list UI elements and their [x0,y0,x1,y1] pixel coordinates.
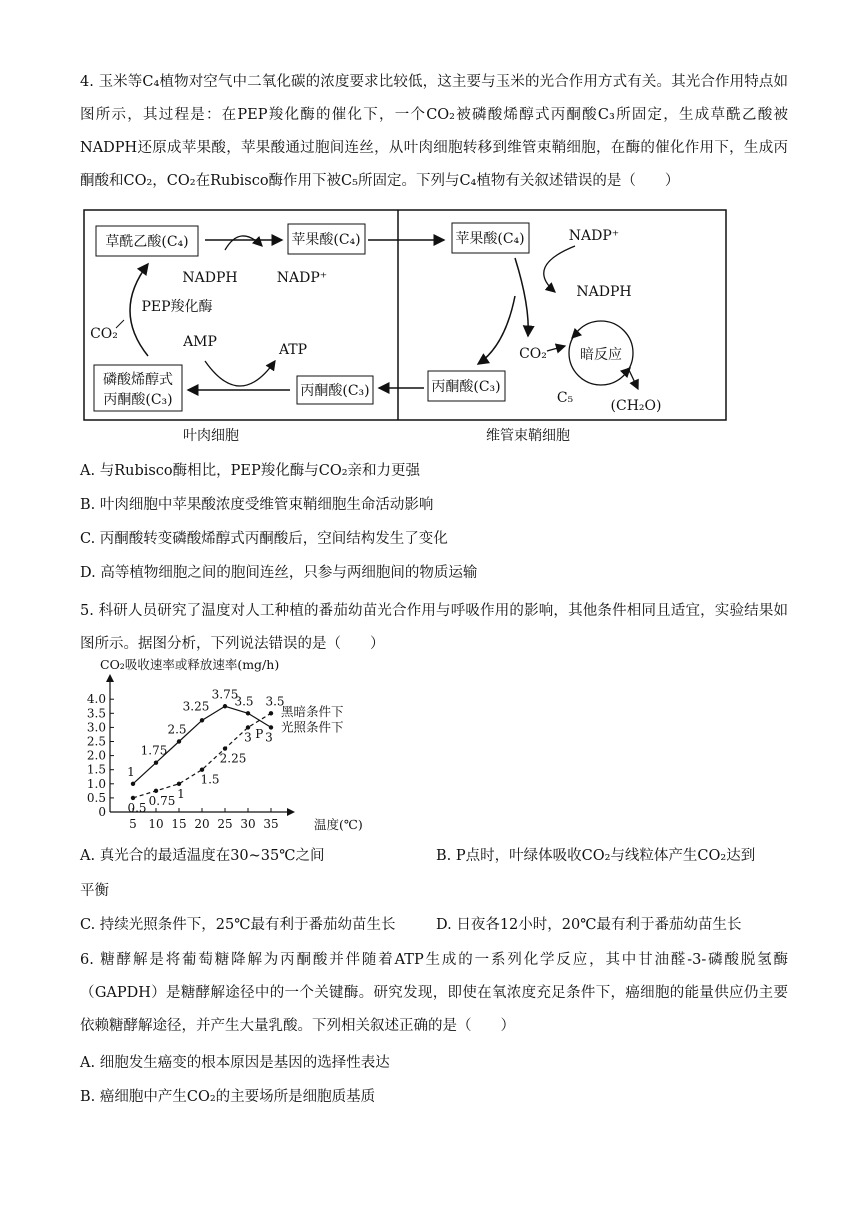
temperature-co2-chart [75,656,375,836]
chart-data-label: 2.25 [219,751,247,766]
atp-label: ATP [278,342,308,358]
chart-y-tick-label: 1.5 [86,762,106,777]
chart-x-tick-label: 20 [194,817,210,831]
chart-x-tick-label: 35 [263,817,279,831]
mesophyll-caption: 叶肉细胞 [183,428,239,444]
chart-data-label: 3.25 [182,699,210,714]
chart-x-axis-label: 温度(℃) [314,817,363,832]
chart-data-label: 3 [244,730,252,745]
nadph-left-label: NADPH [182,270,238,286]
chart-data-label: 3.5 [265,694,285,709]
chart-y-arrow [106,674,114,682]
chart-y-tick-label: 2.5 [86,734,106,749]
question-4-option-a[interactable]: A. 与Rubisco酶相比，PEP羧化酶与CO₂亲和力更强 [80,463,421,479]
question-5-option-a[interactable]: A. 真光合的最适温度在30~35℃之间 [80,848,325,864]
chart-data-label: 1.75 [140,743,168,758]
pyruvate-right-label: 丙酮酸(C₃) [431,379,501,395]
question-6-stem: 6. 糖酵解是将葡萄糖降解为丙酮酸并伴随着ATP生成的一系列化学反应，其中甘油醛-3-磷酸脱氢酶（GAPDH）是糖酵解途径中的一个关键酶。研究发现，即使在氧浓度充足条件下，癌细胞的能量供应仍主要依赖糖酵解途径，并产生大量乳酸。下列相关叙述正确的是（ ） [80,952,788,1034]
malate-right-label: 苹果酸(C₄) [455,231,525,247]
question-6-option-b[interactable]: B. 癌细胞中产生CO₂的主要场所是细胞质基质 [80,1089,376,1105]
chart-point [246,711,250,715]
dark-reaction-label: 暗反应 [580,347,622,363]
nadp-right-label: NADP⁺ [568,228,620,244]
legend-light: 光照条件下 [281,719,344,735]
question-5-option-d[interactable]: D. 日夜各12小时，20℃最有利于番茄幼苗生长 [436,917,742,933]
c5-label: C₅ [556,390,574,406]
question-4-stem: 4. 玉米等C₄植物对空气中二氧化碳的浓度要求比较低，这主要与玉米的光合作用方式有关。其光合作用特点如图所示，其过程是：在PEP羧化酶的催化下，一个CO₂被磷酸烯醇式丙酮酸C₃所固定，生成草酰乙酸被NADPH还原成苹果酸，苹果酸通过胞间连丝，从叶肉细胞转移到维管束鞘细胞，在酶的催化作用下，生成丙酮酸和CO₂，CO₂在Rubisco酶作用下被C₅所固定。下列与C₄植物有关叙述错误的是（ ） [80,74,788,189]
chart-data-label: 2.5 [167,722,187,737]
chart-data-label: 3 [265,730,273,745]
chart-legend [281,704,344,735]
pyruvate-left-label: 丙酮酸(C₃) [300,383,370,399]
chart-y-tick-label: 3.0 [86,720,106,735]
question-5-option-b-continued: 平衡 [80,883,109,899]
chart-point [246,725,250,729]
co2-right-label: CO₂ [519,346,547,362]
chart-y-axis-label: CO₂吸收速率或释放速率(mg/h) [100,657,280,672]
oxaloacetate-label: 草酰乙酸(C₄) [105,234,189,250]
chart-x-tick-label: 25 [217,817,233,831]
chart-point [177,739,181,743]
chart-point [223,746,227,750]
chart-x-arrow [287,808,295,816]
chart-data-label: 3.5 [234,694,254,709]
question-5-option-b[interactable]: B. P点时，叶绿体吸收CO₂与线粒体产生CO₂达到 [436,848,756,864]
chart-data-label: 1 [127,764,135,779]
question-4-option-b[interactable]: B. 叶肉细胞中苹果酸浓度受维管束鞘细胞生命活动影响 [80,497,434,513]
nadp-left-label: NADP⁺ [276,270,328,286]
question-5-stem: 5. 科研人员研究了温度对人工种植的番茄幼苗光合作用与呼吸作用的影响，其他条件相同且适宜，实验结果如图所示。据图分析，下列说法错误的是（ ） [80,603,788,652]
chart-point [131,796,135,800]
chart-point [154,789,158,793]
ch2o-label: (CH₂O) [610,398,662,414]
chart-y-tick-label: 0.5 [86,790,106,805]
question-4-option-d[interactable]: D. 高等植物细胞之间的胞间连丝，只参与两细胞间的物质运输 [80,565,478,581]
legend-dark: 黑暗条件下 [281,703,344,719]
question-6-option-a[interactable]: A. 细胞发生癌变的根本原因是基因的选择性表达 [80,1055,390,1071]
chart-point [131,782,135,786]
question-4-option-c[interactable]: C. 丙酮酸转变磷酸烯醇式丙酮酸后，空间结构发生了变化 [80,531,448,547]
chart-point [200,768,204,772]
chart-data-label: 3.75 [211,687,239,702]
chart-point [154,760,158,764]
chart-point [177,782,181,786]
pep-line1: 磷酸烯醇式 [103,372,173,388]
co2-left-label: CO₂ [90,326,118,342]
chart-point [269,725,273,729]
chart-x-tick-label: 15 [171,817,187,831]
malate-left-label: 苹果酸(C₄) [291,232,361,248]
question-5-option-c[interactable]: C. 持续光照条件下，25℃最有利于番茄幼苗生长 [80,917,396,933]
c4-pathway-diagram [0,206,868,446]
nadph-right-label: NADPH [576,284,632,300]
amp-label: AMP [183,334,217,350]
chart-points [127,687,284,815]
chart-x-tick-label: 10 [148,817,164,831]
chart-point [200,718,204,722]
bundle-sheath-caption: 维管束鞘细胞 [486,428,570,444]
pep-line2: 丙酮酸(C₃) [103,392,173,408]
chart-y-tick-label: 3.5 [86,706,106,721]
chart-data-label: 0.5 [127,800,147,815]
chart-y-tick-label: 2.0 [86,748,106,763]
chart-x-tick-label: 30 [240,817,256,831]
chart-point [223,704,227,708]
pep-carboxylase-label: PEP羧化酶 [141,299,213,315]
chart-y-tick-label: 4.0 [86,692,106,707]
chart-x-tick-label: 5 [129,817,137,831]
chart-data-label: 1 [177,786,185,801]
chart-y-tick-label: 1.0 [86,776,106,791]
chart-y-tick-label: 0 [98,805,106,819]
chart-data-label: 0.75 [148,793,176,808]
chart-data-label: 1.5 [200,772,220,787]
chart-point [269,711,273,715]
chart-annotation-p: P [255,726,264,741]
